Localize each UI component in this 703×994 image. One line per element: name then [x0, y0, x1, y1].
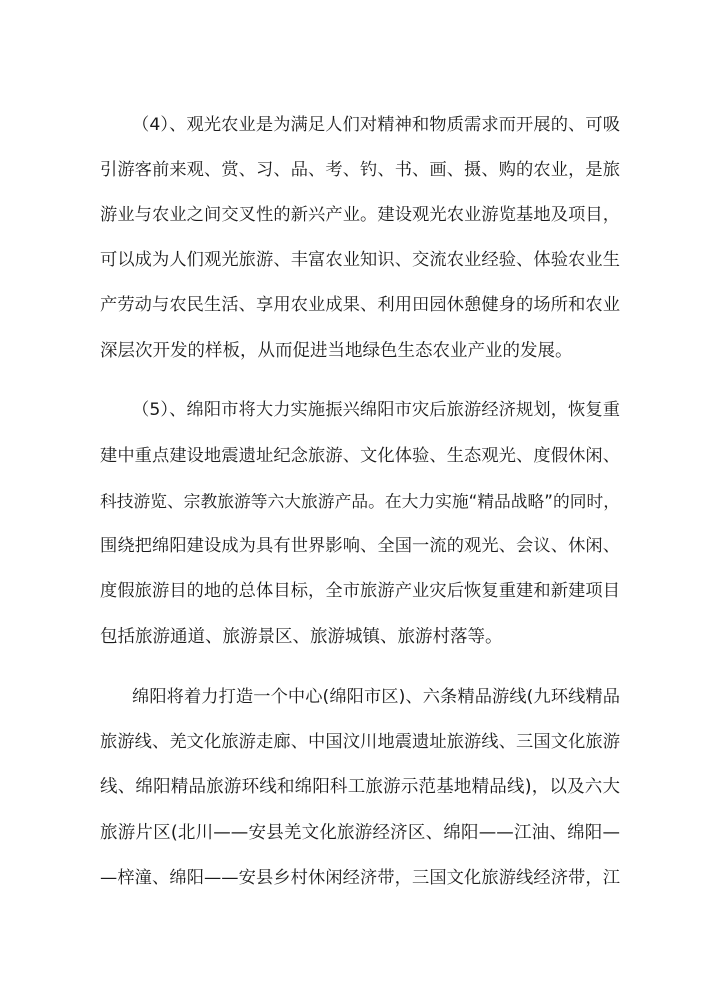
paragraph-line: 科技游览、宗教旅游等六大旅游产品。在大力实施“精品战略”的同时，	[100, 491, 620, 511]
paragraph-line: 产劳动与农民生活、享用农业成果、利用田园休憩健身的场所和农业	[100, 295, 620, 315]
paragraph-line: 深层次开发的样板，从而促进当地绿色生态农业产业的发展。	[100, 341, 573, 361]
paragraph-line: 可以成为人们观光旅游、丰富农业知识、交流农业经验、体验农业生	[100, 250, 620, 270]
paragraph-line: 旅游片区(北川——安县羌文化旅游经济区、绵阳——江油、绵阳—	[100, 823, 620, 843]
paragraph-line: 游业与农业之间交叉性的新兴产业。建设观光农业游览基地及项目，	[100, 205, 620, 225]
paragraph-line: （4）、观光农业是为满足人们对精神和物质需求而开展的、可吸	[132, 115, 620, 135]
paragraph-line: 包括旅游通道、旅游景区、旅游城镇、旅游村落等。	[100, 627, 503, 647]
paragraph-line: —梓潼、绵阳——安县乡村休闲经济带，三国文化旅游线经济带，江	[100, 868, 620, 888]
paragraph-line: 建中重点建设地震遗址纪念旅游、文化体验、生态观光、度假休闲、	[100, 446, 620, 466]
paragraph-line: （5）、绵阳市将大力实施振兴绵阳市灾后旅游经济规划，恢复重	[132, 400, 620, 420]
paragraph-line: 旅游线、羌文化旅游走廊、中国汶川地震遗址旅游线、三国文化旅游	[100, 732, 620, 752]
paragraph-line: 线、绵阳精品旅游环线和绵阳科工旅游示范基地精品线)，以及六大	[100, 777, 620, 797]
paragraph-line: 绵阳将着力打造一个中心(绵阳市区)、六条精品游线(九环线精品	[132, 687, 620, 707]
paragraph-line: 围绕把绵阳建设成为具有世界影响、全国一流的观光、会议、休闲、	[100, 536, 620, 556]
paragraph-line: 引游客前来观、赏、习、品、考、钓、书、画、摄、购的农业，是旅	[100, 160, 620, 180]
paragraph-line: 度假旅游目的地的总体目标，全市旅游产业灾后恢复重建和新建项目	[100, 581, 620, 601]
